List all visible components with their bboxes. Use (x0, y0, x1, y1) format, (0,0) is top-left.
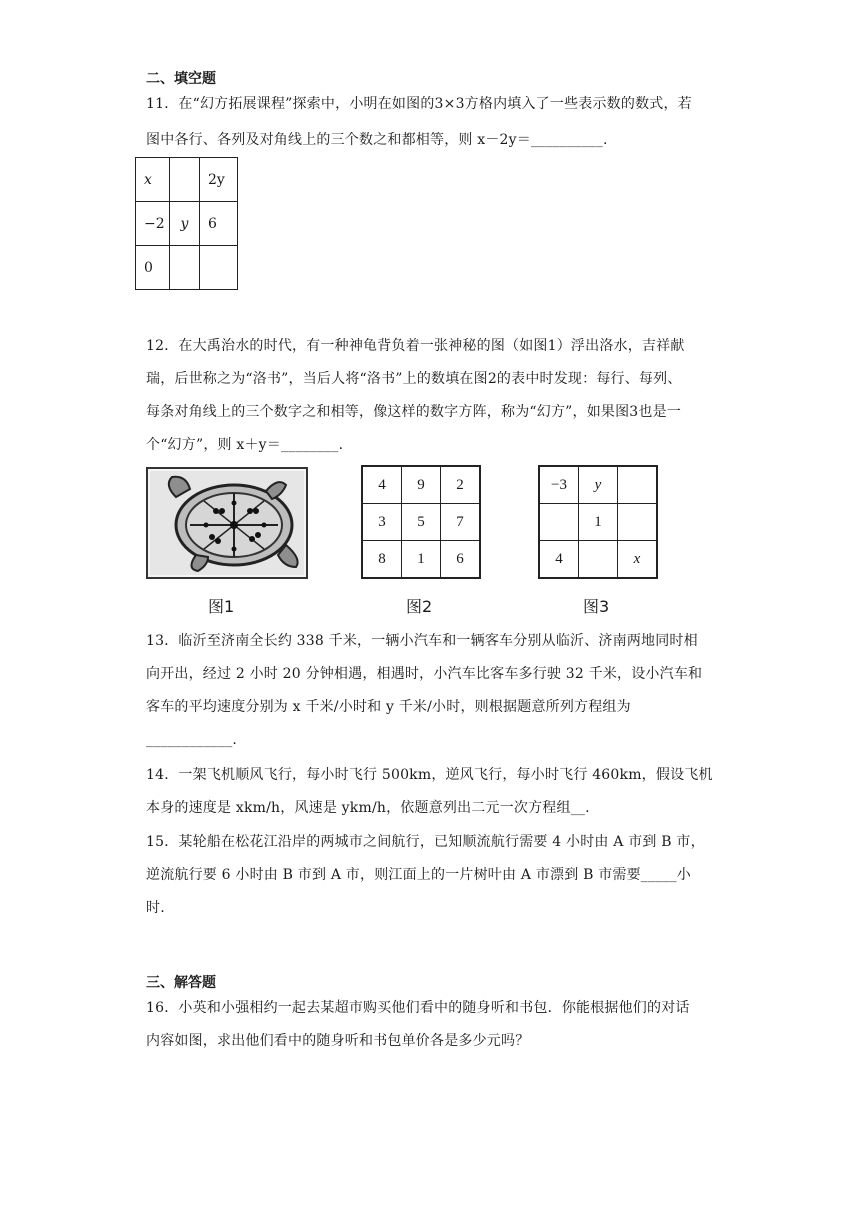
q11-cell: 0 (136, 246, 170, 290)
q11-cell: y (170, 202, 200, 246)
fig3-cell: y (579, 466, 618, 504)
turtle-luoshu-illustration (146, 467, 308, 579)
fig2-cell: 6 (441, 541, 481, 579)
fig2-cell: 8 (362, 541, 402, 579)
fig3-cell: 1 (579, 504, 618, 541)
q14-line-2: 本身的速度是 xkm/h，风速是 ykm/h，依题意列出二元一次方程组__. (146, 800, 590, 816)
q11-cell: −2 (136, 202, 170, 246)
figure-2-caption: 图2 (406, 597, 433, 616)
q13-line-1: 13．临沂至济南全长约 338 千米，一辆小汽车和一辆客车分别从临沂、济南两地同时相 (146, 633, 698, 649)
q15-line-2: 逆流航行要 6 小时由 B 市到 A 市，则江面上的一片树叶由 A 市漂到 B 市需要_____小 (146, 867, 692, 883)
q11-cell (170, 246, 200, 290)
fig3-row (539, 541, 657, 579)
fig2-cell: 5 (402, 504, 441, 541)
q11-line-2: 图中各行、各列及对角线上的三个数之和都相等，则 x－2y＝__________. (146, 132, 608, 148)
fig2-cell: 4 (362, 466, 402, 504)
section-heading-answer: 三、解答题 (146, 975, 216, 991)
q15-line-3: 时. (146, 900, 165, 916)
q14-line-1: 14．一架飞机顺风飞行，每小时飞行 500km，逆风飞行，每小时飞行 460km，假设飞机 (146, 767, 713, 783)
fig2-cell: 1 (402, 541, 441, 579)
q11-grid-row (136, 158, 238, 202)
fig2-cell: 3 (362, 504, 402, 541)
fig3-cell (579, 541, 618, 579)
figure-2-magic-square (361, 465, 481, 579)
fig3-cell: x (618, 541, 658, 579)
q11-cell: 6 (200, 202, 238, 246)
fig3-cell (618, 504, 658, 541)
fig2-row (362, 466, 480, 504)
q16-line-1: 16．小英和小强相约一起去某超市购买他们看中的随身听和书包．你能根据他们的对话 (146, 1000, 690, 1016)
q11-cell: 2y (200, 158, 238, 202)
q12-line-4: 个“幻方”，则 x＋y＝________. (146, 437, 344, 453)
q13-line-4: ____________. (146, 732, 238, 748)
q12-line-3: 每条对角线上的三个数字之和相等，像这样的数字方阵，称为“幻方”，如果图3也是一 (146, 404, 682, 420)
figure-3-magic-square (538, 465, 658, 579)
fig2-cell: 7 (441, 504, 481, 541)
q11-line-1: 11．在“幻方拓展课程”探索中，小明在如图的3×3方格内填入了一些表示数的数式，若 (146, 96, 692, 112)
fig3-cell: 4 (539, 541, 579, 579)
q15-line-1: 15．某轮船在松花江沿岸的两城市之间航行，已知顺流航行需要 4 小时由 A 市到 B 市， (146, 834, 705, 850)
q12-line-1: 12．在大禹治水的时代，有一种神龟背负着一张神秘的图（如图1）浮出洛水，吉祥献 (146, 338, 685, 354)
q11-cell (170, 158, 200, 202)
q11-cell: x (136, 158, 170, 202)
fig3-cell (618, 466, 658, 504)
q11-cell (200, 246, 238, 290)
q13-line-3: 客车的平均速度分别为 x 千米/小时和 y 千米/小时，则根据题意所列方程组为 (146, 699, 631, 715)
q12-line-2: 瑞，后世称之为“洛书”，当后人将“洛书”上的数填在图2的表中时发现：每行、每列、 (146, 371, 682, 387)
q11-grid (135, 157, 238, 290)
q11-grid-row (136, 202, 238, 246)
q13-line-2: 向开出，经过 2 小时 20 分钟相遇，相遇时，小汽车比客车多行驶 32 千米，设小汽车和 (146, 666, 703, 682)
fig3-row (539, 504, 657, 541)
figure-3-caption: 图3 (583, 597, 610, 616)
q11-grid-row (136, 246, 238, 290)
fig3-cell: −3 (539, 466, 579, 504)
figure-1-caption: 图1 (208, 597, 235, 616)
fig3-cell (539, 504, 579, 541)
fig2-row (362, 541, 480, 579)
fig2-cell: 2 (441, 466, 481, 504)
fig3-row (539, 466, 657, 504)
fig2-row (362, 504, 480, 541)
q16-line-2: 内容如图，求出他们看中的随身听和书包单价各是多少元吗？ (146, 1033, 530, 1049)
fig2-cell: 9 (402, 466, 441, 504)
section-heading-fill-blank: 二、填空题 (146, 71, 216, 87)
